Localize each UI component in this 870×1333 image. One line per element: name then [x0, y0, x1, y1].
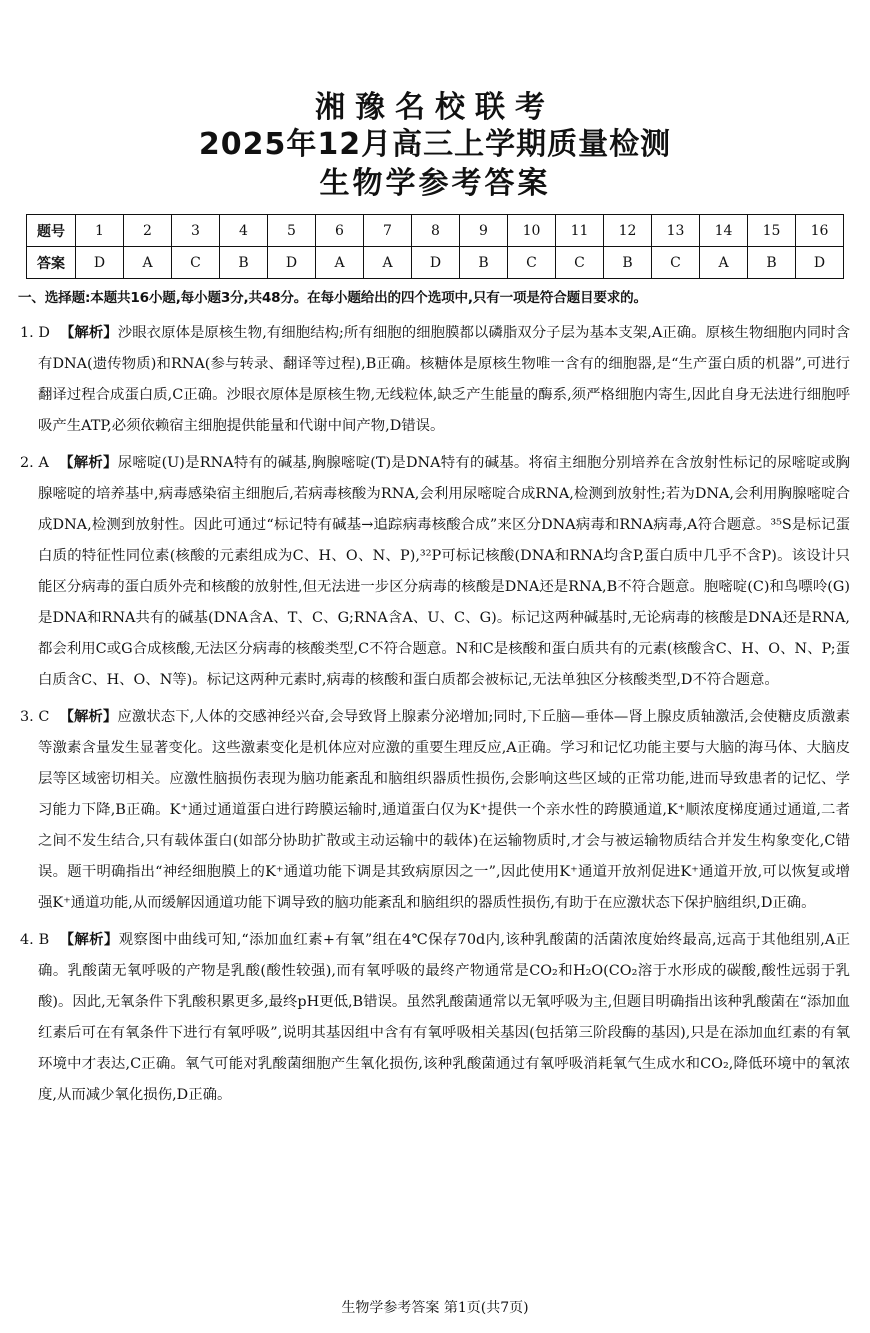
answer-cell: B	[748, 247, 796, 279]
analysis-tag: 【解析】	[58, 455, 118, 471]
question-number-cell: 11	[556, 215, 604, 247]
answer-cell: B	[604, 247, 652, 279]
answer-cell: C	[652, 247, 700, 279]
question-explanation-4	[20, 925, 850, 1111]
question-number-cell: 7	[364, 215, 412, 247]
answer-cell: A	[700, 247, 748, 279]
question-explanation-1	[20, 318, 850, 442]
question-answer-label: 3. C	[20, 709, 50, 725]
answer-cell: D	[76, 247, 124, 279]
answer-cell: C	[556, 247, 604, 279]
question-number-cell: 13	[652, 215, 700, 247]
answer-cell: A	[316, 247, 364, 279]
question-number-cell: 10	[508, 215, 556, 247]
question-answer-label: 4. B	[20, 932, 50, 948]
question-answer-label: 2. A	[20, 455, 49, 471]
question-number-cell: 5	[268, 215, 316, 247]
explanation-text: 观察图中曲线可知,“添加血红素+有氧”组在4℃保存70d内,该种乳酸菌的活菌浓度始终最高,远高于其他组别,A正确。乳酸菌无氧呼吸的产物是乳酸(酸性较强),而有氧呼吸的最终产物通常是CO₂和H₂O(CO₂溶于水形成的碳酸,酸性远弱于乳酸)。因此,无氧条件下乳酸积累更多,最终pH更低,B错误。虽然乳酸菌通常以无氧呼吸为主,但题目明确指出该种乳酸菌在“添加血红素后可在有氧条件下进行有氧呼吸”,说明其基因组中含有有氧呼吸相关基因(包括第三阶段酶的基因),只是在添加血红素的有氧环境中才表达,C正确。氧气可能对乳酸菌细胞产生氧化损伤,该种乳酸菌通过有氧呼吸消耗氧气生成水和CO₂,降低环境中的氧浓度,从而减少氧化损伤,D正确。	[38, 932, 850, 1103]
answer-cell: B	[460, 247, 508, 279]
answer-cell: A	[124, 247, 172, 279]
question-number-cell: 9	[460, 215, 508, 247]
explanation-text: 应激状态下,人体的交感神经兴奋,会导致肾上腺素分泌增加;同时,下丘脑—垂体—肾上腺皮质轴激活,会使糖皮质激素等激素含量发生显著变化。这些激素变化是机体应对应激的重要生理反应,A正确。学习和记忆功能主要与大脑的海马体、大脑皮层等区域密切相关。应激性脑损伤表现为脑功能紊乱和脑组织器质性损伤,会影响这些区域的正常功能,进而导致患者的记忆、学习能力下降,B正确。K⁺通过通道蛋白进行跨膜运输时,通道蛋白仅为K⁺提供一个亲水性的跨膜通道,K⁺顺浓度梯度通过通道,二者之间不发生结合,只有载体蛋白(如部分协助扩散或主动运输中的载体)在运输物质时,才会与被运输物质结合并发生构象变化,C错误。题干明确指出“神经细胞膜上的K⁺通道功能下调是其致病原因之一”,因此使用K⁺通道开放剂促进K⁺通道开放,可以恢复或增强K⁺通道功能,从而缓解因通道功能下调导致的脑功能紊乱和脑组织的器质性损伤,有助于在应激状态下保护脑组织,D正确。	[38, 709, 850, 911]
answer-cell: C	[172, 247, 220, 279]
question-number-cell: 6	[316, 215, 364, 247]
question-number-cell: 15	[748, 215, 796, 247]
question-number-cell: 4	[220, 215, 268, 247]
title-line-exam-alliance: 湘豫名校联考	[315, 90, 555, 125]
row-label-answer: 答案	[27, 247, 76, 279]
answer-cell: D	[412, 247, 460, 279]
question-number-cell: 2	[124, 215, 172, 247]
question-number-row	[27, 215, 844, 247]
explanations	[20, 318, 850, 1117]
answer-cell: B	[220, 247, 268, 279]
row-label-question-number: 题号	[27, 215, 76, 247]
question-number-cell: 3	[172, 215, 220, 247]
answer-cell: D	[796, 247, 844, 279]
answer-table	[26, 214, 844, 279]
answer-cell: C	[508, 247, 556, 279]
question-answer-label: 1. D	[20, 325, 50, 341]
question-number-cell: 12	[604, 215, 652, 247]
answer-cell: A	[364, 247, 412, 279]
question-number-cell: 16	[796, 215, 844, 247]
page-footer: 生物学参考答案 第1页(共7页)	[341, 1300, 529, 1316]
answer-row	[27, 247, 844, 279]
question-number-cell: 1	[76, 215, 124, 247]
question-number-cell: 8	[412, 215, 460, 247]
explanation-text: 尿嘧啶(U)是RNA特有的碱基,胸腺嘧啶(T)是DNA特有的碱基。将宿主细胞分别培养在含放射性标记的尿嘧啶或胸腺嘧啶的培养基中,病毒感染宿主细胞后,若病毒核酸为RNA,会利用尿嘧啶合成RNA,检测到放射性;若为DNA,会利用胸腺嘧啶合成DNA,检测到放射性。因此可通过“标记特有碱基→追踪病毒核酸合成”来区分DNA病毒和RNA病毒,A符合题意。³⁵S是标记蛋白质的特征性同位素(核酸的元素组成为C、H、O、N、P),³²P可标记核酸(DNA和RNA均含P,蛋白质中几乎不含P)。该设计只能区分病毒的蛋白质外壳和核酸的放射性,但无法进一步区分病毒的核酸是DNA还是RNA,B不符合题意。胞嘧啶(C)和鸟嘌呤(G)是DNA和RNA共有的碱基(DNA含A、T、C、G;RNA含A、U、C、G)。标记这两种碱基时,无论病毒的核酸是DNA还是RNA,都会利用C或G合成核酸,无法区分病毒的核酸类型,C不符合题意。N和C是核酸和蛋白质共有的元素(核酸含C、H、O、N、P;蛋白质含C、H、O、N等)。标记这两种元素时,病毒的核酸和蛋白质都会被标记,无法单独区分核酸类型,D不符合题意。	[38, 455, 850, 688]
analysis-tag: 【解析】	[59, 325, 118, 341]
section-heading: 一、选择题:本题共16小题,每小题3分,共48分。在每小题给出的四个选项中,只有一项是符合题目要求的。	[18, 290, 647, 306]
analysis-tag: 【解析】	[59, 709, 118, 725]
question-explanation-2	[20, 448, 850, 696]
title-line-exam-name: 2025年12月高三上学期质量检测	[198, 127, 672, 162]
answer-cell: D	[268, 247, 316, 279]
title-line-subject: 生物学参考答案	[319, 166, 551, 201]
question-explanation-3	[20, 702, 850, 919]
explanation-text: 沙眼衣原体是原核生物,有细胞结构;所有细胞的细胞膜都以磷脂双分子层为基本支架,A正确。原核生物细胞内同时含有DNA(遗传物质)和RNA(参与转录、翻译等过程),B正确。核糖体是原核生物唯一含有的细胞器,是“生产蛋白质的机器”,可进行翻译过程合成蛋白质,C正确。沙眼衣原体是原核生物,无线粒体,缺乏产生能量的酶系,须严格细胞内寄生,因此自身无法进行细胞呼吸产生ATP,必须依赖宿主细胞提供能量和代谢中间产物,D错误。	[38, 325, 850, 434]
analysis-tag: 【解析】	[59, 932, 119, 948]
question-number-cell: 14	[700, 215, 748, 247]
document-title	[0, 0, 870, 204]
